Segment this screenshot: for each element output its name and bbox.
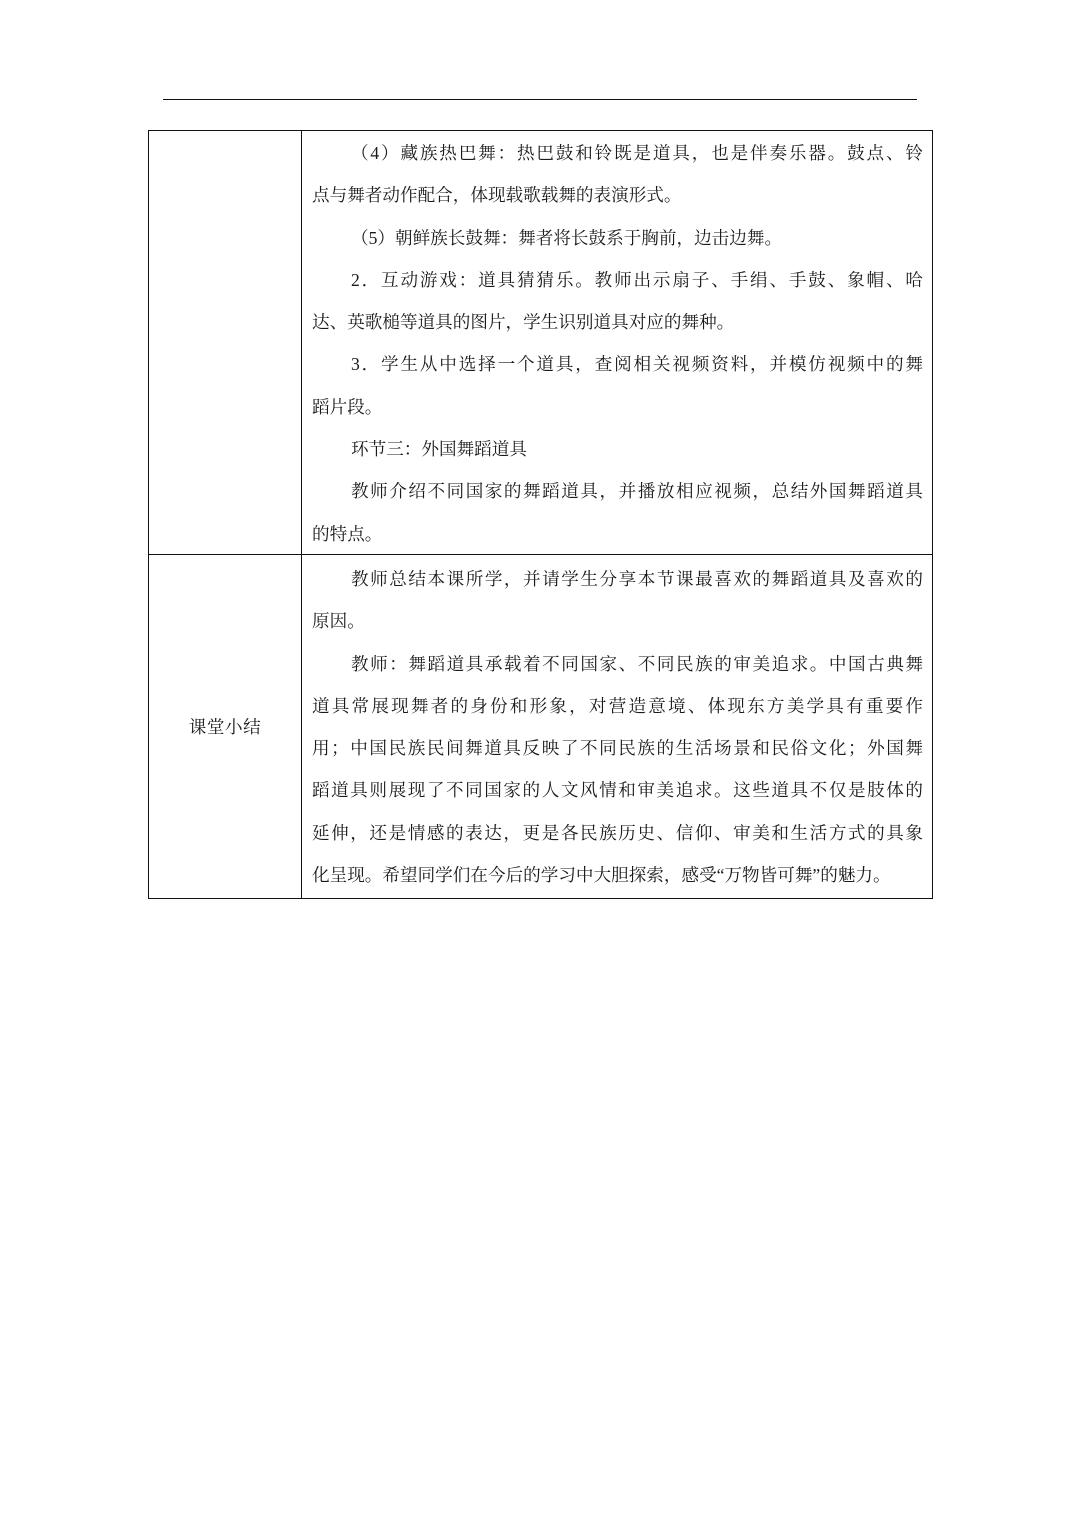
text-line: 环节三：外国舞蹈道具 xyxy=(351,439,527,460)
text-line: 蹈道具则展现了不同国家的人文风情和审美追求。这些道具不仅是肢体的 xyxy=(312,780,923,801)
text-line: 点与舞者动作配合，体现载歌载舞的表演形式。 xyxy=(312,185,682,206)
paragraph-foreign-props-intro xyxy=(312,470,923,555)
text-line: 的特点。 xyxy=(312,523,383,544)
text-line: 延伸，还是情感的表达，更是各民族历史、信仰、审美和生活方式的具象 xyxy=(312,822,923,843)
text-line: 教师介绍不同国家的舞蹈道具，并播放相应视频，总结外国舞蹈道具 xyxy=(351,481,923,502)
text-line: 化呈现。希望同学们在今后的学习中大胆探索，感受“万物皆可舞”的魅力。 xyxy=(312,865,891,886)
text-line: （5）朝鲜族长鼓舞：舞者将长鼓系于胸前，边击边舞。 xyxy=(351,227,783,248)
section-heading-foreign-props xyxy=(312,428,923,470)
summary-row-content-cell xyxy=(302,554,932,898)
header-rule xyxy=(163,99,917,100)
summary-row-label-cell xyxy=(149,554,302,898)
lesson-plan-table xyxy=(148,130,933,899)
text-line: 道具常展现舞者的身份和形象，对营造意境、体现东方美学具有重要作 xyxy=(312,695,923,716)
text-line: 原因。 xyxy=(312,611,365,632)
text-line: 教师总结本课所学，并请学生分享本节课最喜欢的舞蹈道具及喜欢的 xyxy=(351,569,923,589)
text-line: 3．学生从中选择一个道具，查阅相关视频资料，并模仿视频中的舞 xyxy=(351,354,923,375)
text-line: 用；中国民族民间舞道具反映了不同民族的生活场景和民俗文化；外国舞 xyxy=(312,738,923,759)
paragraph-teacher-conclusion xyxy=(312,643,923,897)
paragraph-interactive-game xyxy=(312,259,923,344)
paragraph-tibetan-reba-dance xyxy=(312,132,923,217)
props-row-content-cell xyxy=(302,131,932,554)
text-line: 2．互动游戏：道具猜猜乐。教师出示扇子、手绢、手鼓、象帽、哈 xyxy=(351,269,923,290)
text-line: 蹈片段。 xyxy=(312,396,383,417)
paragraph-student-imitation xyxy=(312,343,923,428)
props-row-label-cell xyxy=(149,131,302,554)
text-line: （4）藏族热巴舞：热巴鼓和铃既是道具，也是伴奏乐器。鼓点、铃 xyxy=(351,143,923,163)
summary-row-label: 课堂小结 xyxy=(188,717,262,737)
text-line: 达、英歌槌等道具的图片，学生识别道具对应的舞种。 xyxy=(312,312,735,333)
paragraph-korean-long-drum-dance xyxy=(312,217,923,259)
text-line: 教师：舞蹈道具承载着不同国家、不同民族的审美追求。中国古典舞 xyxy=(351,653,923,674)
paragraph-teacher-summary xyxy=(312,558,923,643)
